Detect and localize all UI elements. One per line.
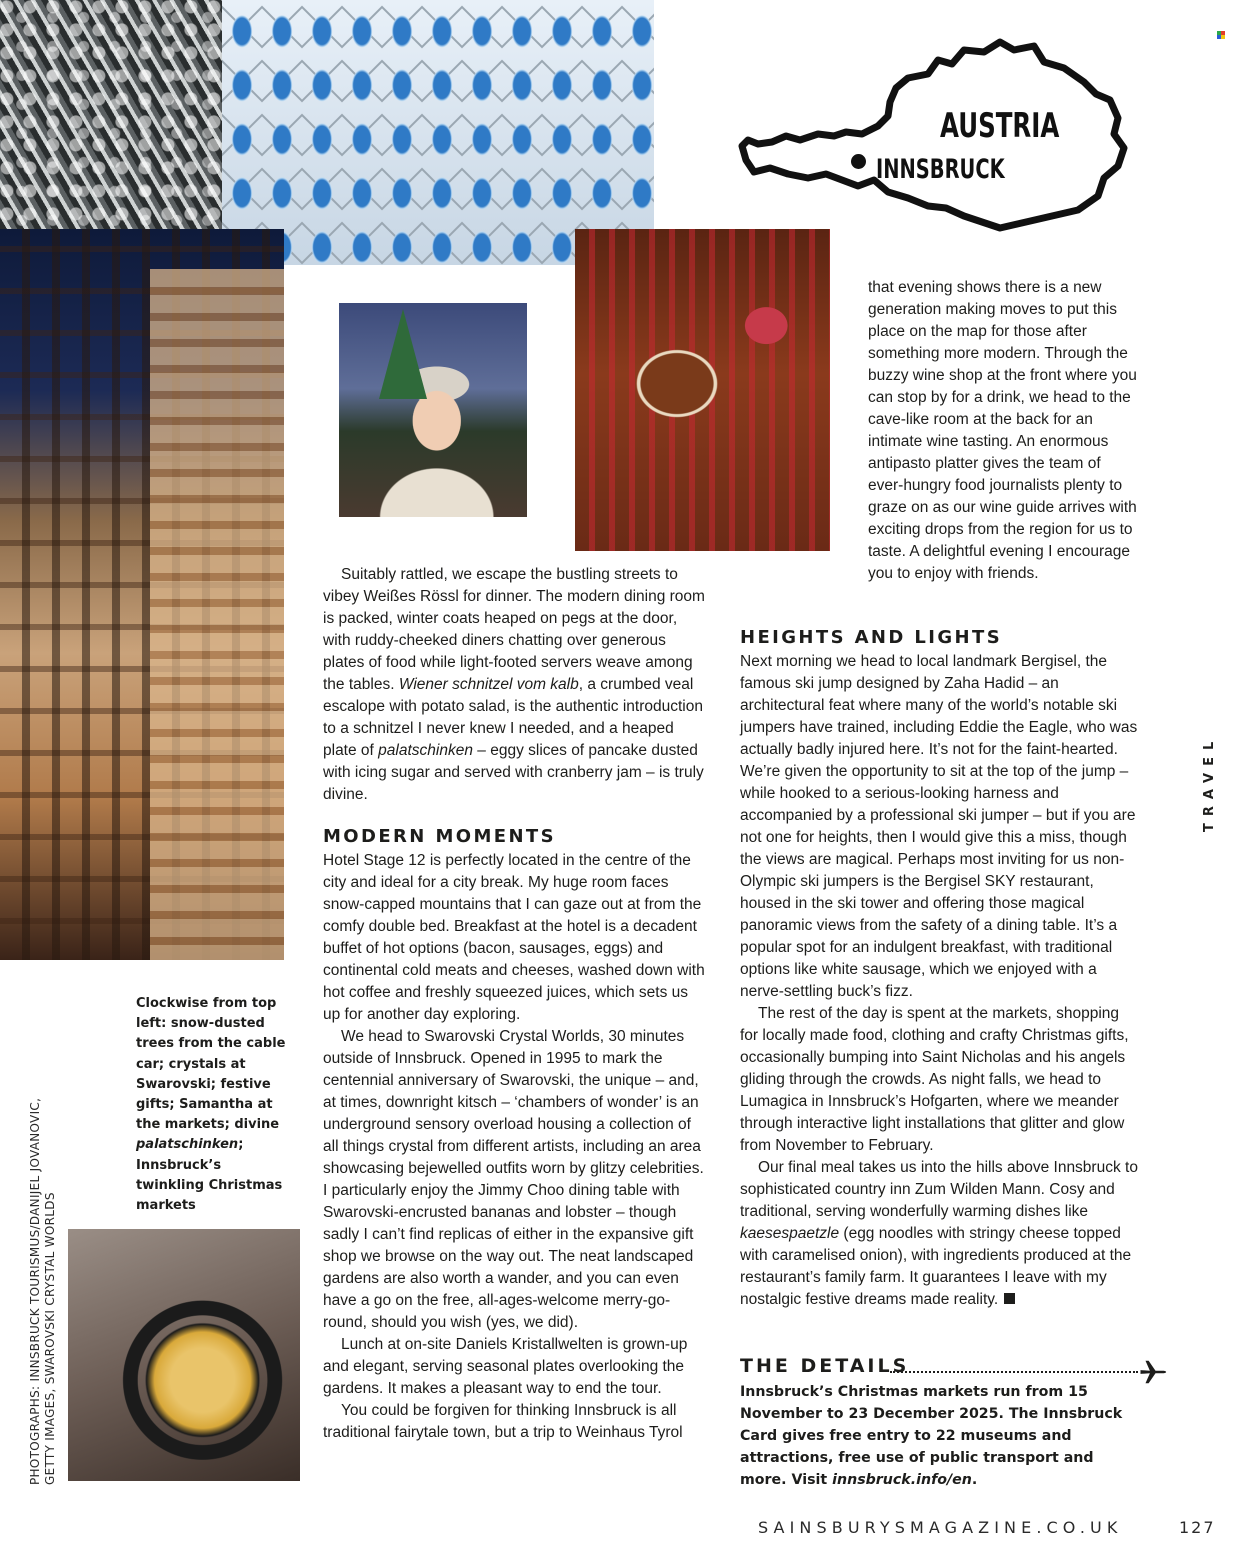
photo-caption [136, 994, 286, 1216]
footer-page-number: 127 [1179, 1518, 1216, 1537]
photo-festive-gingerbread-gifts [575, 229, 830, 551]
colour-registration-chip [1217, 31, 1225, 39]
end-square-icon [1004, 1293, 1015, 1304]
caption-text: ; Innsbruck’s twinkling Christmas markets [136, 1137, 283, 1214]
details-body-text: Innsbruck’s Christmas markets run from 15 November to 23 December 2025. The Innsbruck Card gives free entry to 22 museums and attractions, free use of public transport and more. Visit [740, 1384, 1123, 1488]
paragraph-text: – eggy slices of pancake dusted with icing sugar and served with cranberry jam – is truly divine. [323, 742, 704, 803]
paragraph-text: Suitably rattled, we escape the bustling streets to vibey Weißes Rössl for dinner. The modern dining room is packed, winter coats heaped on pegs at the door, with ruddy-cheeked diners chatting over generous plates of food while light-footed servers weave among the tables. [323, 566, 705, 693]
article-paragraph [323, 564, 707, 806]
article-paragraph: The rest of the day is spent at the markets, shopping for locally made food, clothing and crafty Christmas gifts, occasionally bumping into Saint Nicholas and his angels gliding through the crowds. As night falls, we head to Lumagica in Innsbruck’s Hofgarten, where we meander through interactive light installations that glitter and glow from November to February. [740, 1005, 1129, 1154]
map-city-label: INNSBRUCK [876, 154, 1005, 185]
article-column-right-lower [740, 627, 1140, 1311]
section-heading-modern-moments: MODERN MOMENTS [323, 826, 556, 847]
credits-line: PHOTOGRAPHS: INNSBRUCK TOURISMUS/DANIJEL JOVANOVIC, [28, 1097, 42, 1485]
article-paragraph: Lunch at on-site Daniels Kristallwelten is grown-up and elegant, serving seasonal plates overlooking the gardens. It makes a pleasant way to end the tour. [323, 1336, 688, 1397]
details-end: . [971, 1472, 978, 1488]
paragraph-text: Our final meal takes us into the hills above Innsbruck to sophisticated country inn Zum Wilden Mann. Cosy and traditional, serving wonderfully warming dishes like [740, 1159, 1138, 1220]
paragraph-text: , a crumbed veal escalope with potato salad, is the authentic introduction to a schnitzel I never knew I needed, and a heaped plate of [323, 676, 703, 759]
article-paragraph: Hotel Stage 12 is perfectly located in the centre of the city and ideal for a city break. My huge room faces snow-capped mountains that I can gaze out at from the comfy double bed. Breakfast at the hotel is a decadent buffet of hot options (bacon, sausages, eggs) and continental cold meats and cheeses, washed down with hot coffee and freshly squeezed juices, which sets us up for another day exploring. [323, 852, 705, 1023]
airplane-icon [1138, 1357, 1168, 1387]
section-heading-heights-and-lights: HEIGHTS AND LIGHTS [740, 627, 1003, 648]
photo-christmas-markets-building [0, 229, 284, 960]
details-heading: THE DETAILS [740, 1355, 910, 1377]
details-heading-row [740, 1355, 1170, 1381]
section-label-travel: TRAVEL [1202, 734, 1217, 832]
credits-line: GETTY IMAGES, SWAROVSKI CRYSTAL WORLDS [43, 1192, 57, 1485]
photo-samantha-at-markets [339, 303, 527, 517]
article-paragraph: Next morning we head to local landmark Bergisel, the famous ski jump designed by Zaha Hadid – an architectural feat where many of the world’s notable ski jumpers have trained, including Eddie the Eagle, who was actually badly injured here. It’s not for the faint-hearted. We’re given the opportunity to sit at the top of the jump – while hooked to a serious-looking harness and accompanied by a professional ski jumper – but if you are not one for heights, then I would give this a miss, though the views are magical. Perhaps most inviting for us non-Olympic ski jumpers is the Bergisel SKY restaurant, housed in the ski tower and offering those magical panoramic views from the safety of a dining table. It’s a popular spot for an indulgent breakfast, with traditional options like white sausage, which we enjoyed with a nerve-settling buck’s fizz. [740, 653, 1138, 1000]
details-link[interactable]: innsbruck.info/en [832, 1472, 972, 1488]
caption-text: Clockwise from top left: snow-dusted trees from the cable car; crystals at Swarovski; festive gifts; Samantha at the markets; divine [136, 996, 286, 1133]
photo-credits [28, 1065, 58, 1485]
photo-palatschinken [68, 1229, 300, 1481]
paragraph-text: (egg noodles with stringy cheese topped with caramelised onion), with ingredients produced at the restaurant’s family farm. It guarantees I leave with my nostalgic festive dreams made reality. [740, 1225, 1132, 1308]
austria-map [738, 38, 1143, 238]
article-paragraph: You could be forgiven for thinking Innsbruck is all traditional fairytale town, but a trip to Weinhaus Tyrol [323, 1402, 683, 1441]
dish-name-kaesespaetzle: kaesespaetzle [740, 1225, 840, 1242]
details-box [740, 1355, 1170, 1491]
caption-dish-name: palatschinken [136, 1137, 239, 1153]
map-country-label: AUSTRIA [940, 106, 1060, 146]
article-paragraph: We head to Swarovski Crystal Worlds, 30 minutes outside of Innsbruck. Opened in 1995 to mark the centennial anniversary of Swarovski, the unique – and, at times, downright kitsch – ‘chambers of wonder’ is an underground sensory overload housing a collection of all things crystal from different artists, including an area showcasing bejewelled outfits worn by glitzy celebrities. I particularly enjoy the Jimmy Choo dining table with Swarovski-encrusted bananas and lobster – though sadly I can’t find replicas of either in the expansive gift shop we browse on the way out. The neat landscaped gardens are also worth a wander, and you can even have a go on the free, all-ages-welcome merry-go-round, should you wish (yes, we did). [323, 1028, 704, 1331]
dotted-rule [890, 1371, 1138, 1373]
map-location-dot-icon [851, 154, 866, 169]
photo-snow-dusted-trees [0, 0, 222, 229]
article-paragraph [740, 1157, 1140, 1311]
article-paragraph: that evening shows there is a new generation making moves to put this place on the map for those after something more modern. Through the buzzy wine shop at the front where you can stop by for a drink, we head to the cave-like room at the back for an intimate wine tasting. An enormous antipasto platter gives the team of ever-hungry food journalists plenty to graze on as our wine guide arrives with exciting drops from the region for us to taste. A delightful evening I encourage you to enjoy with friends. [868, 279, 1137, 582]
dish-name-wiener-schnitzel: Wiener schnitzel vom kalb [398, 676, 579, 693]
article-column-right [868, 277, 1140, 585]
article-column-left [323, 564, 707, 1444]
details-text [740, 1381, 1140, 1491]
photo-swarovski-crystals [222, 0, 654, 265]
dish-name-palatschinken: palatschinken [378, 742, 473, 759]
footer-website: SAINSBURYSMAGAZINE.CO.UK [758, 1518, 1123, 1537]
